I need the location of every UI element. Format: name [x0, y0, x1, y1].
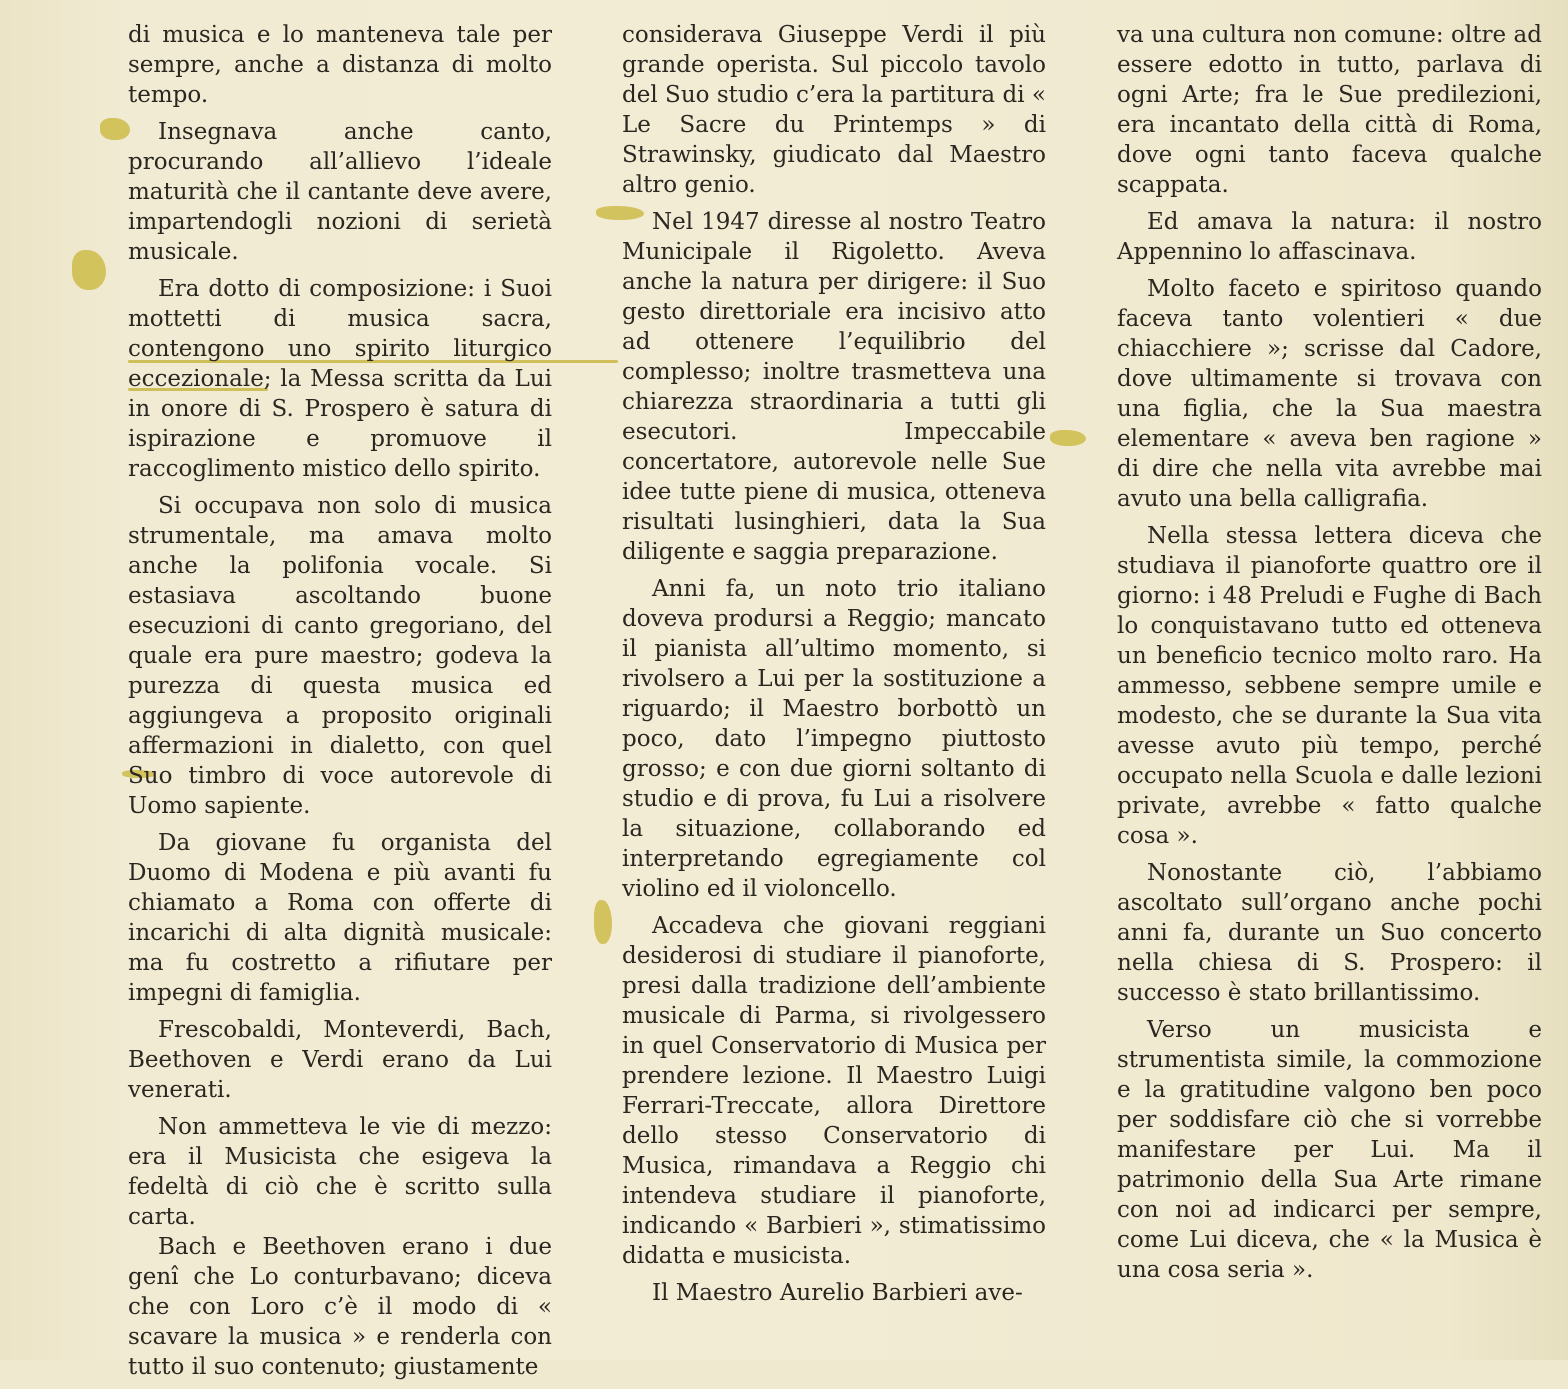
paragraph: Accadeva che giovani reggiani desiderosi di studiare il pianoforte, presi dalla tradizione dell’ambiente musicale di Parma, si rivolgessero in quel Conservatorio di Musica per prendere lezione. Il Maestro Luigi Ferrari-Treccate, allora Direttore dello stesso Conservatorio di Musica, rimandava a Reggio chi intendeva studiare il pianoforte, indicando « Barbieri », stimatissimo didatta e musicista.	[622, 913, 1046, 1269]
paragraph: Anni fa, un noto trio italiano doveva prodursi a Reggio; mancato il pianista all’ultimo momento, si rivolsero a Lui per la sostituzione a riguardo; il Maestro borbottò un poco, dato l’impegno piuttosto grosso; e con due giorni soltanto di studio e di prova, fu Lui a risolvere la situazione, collaborando ed interpretando egregiamente col violino ed il violoncello.	[622, 576, 1046, 902]
paragraph: Nonostante ciò, l’abbiamo ascoltato sull’organo anche pochi anni fa, durante un Suo concerto nella chiesa di S. Prospero: il successo è stato brillantissimo.	[1117, 860, 1542, 1006]
paragraph: Verso un musicista e strumentista simile, la commozione e la gratitudine valgono ben poco per soddisfare ciò che si vorrebbe manifestare per Lui. Ma il patrimonio della Sua Arte rimane con noi ad indicarci per sempre, come Lui diceva, che « la Musica è una cosa seria ».	[1117, 1017, 1542, 1283]
paragraph: Da giovane fu organista del Duomo di Modena e più avanti fu chiamato a Roma con offerte di incarichi di alta dignità musicale: ma fu costretto a rifiutare per impegni di famiglia.	[128, 830, 552, 1006]
highlighter-mark	[594, 900, 612, 944]
paragraph: Nella stessa lettera diceva che studiava il pianoforte quattro ore il giorno: i 48 Preludi e Fughe di Bach lo conquistavano tutto ed otteneva un beneficio tecnico molto raro. Ha ammesso, sebbene sempre umile e modesto, che se durante la Sua vita avesse avuto più tempo, perché occupato nella Scuola e dalle lezioni private, avrebbe « fatto qualche cosa ».	[1117, 523, 1542, 849]
text-column-1	[128, 20, 552, 1389]
paragraph: Non ammetteva le vie di mezzo: era il Musicista che esigeva la fedeltà di ciò che è scritto sulla carta.	[128, 1114, 552, 1230]
highlighter-mark	[72, 250, 106, 290]
paragraph: Era dotto di composizione: i Suoi mottetti di musica sacra, contengono uno spirito liturgico eccezionale; la Messa scritta da Lui in onore di S. Prospero è satura di ispirazione e promuove il raccoglimento mistico dello spirito.	[128, 276, 552, 482]
paragraph: Si occupava non solo di musica strumentale, ma amava molto anche la polifonia vocale. Si estasiava ascoltando buone esecuzioni di canto gregoriano, del quale era pure maestro; godeva la purezza di questa musica ed aggiungeva a proposito originali affermazioni in dialetto, con quel Suo timbro di voce autorevole di Uomo sapiente.	[128, 493, 552, 819]
paragraph: Frescobaldi, Monteverdi, Bach, Beethoven e Verdi erano da Lui venerati.	[128, 1017, 552, 1103]
text-column-3	[1117, 20, 1542, 1292]
paragraph: considerava Giuseppe Verdi il più grande operista. Sul piccolo tavolo del Suo studio c’era la partitura di « Le Sacre du Printemps » di Strawinsky, giudicato dal Maestro altro genio.	[622, 22, 1046, 198]
paragraph: Ed amava la natura: il nostro Appennino lo affascinava.	[1117, 209, 1542, 265]
paragraph: Il Maestro Aurelio Barbieri ave-	[652, 1280, 1023, 1306]
highlighter-mark	[100, 118, 130, 140]
text-column-2	[622, 20, 1046, 1315]
highlighter-mark	[1050, 430, 1086, 446]
paragraph: Nel 1947 diresse al nostro Teatro Municipale il Rigoletto. Aveva anche la natura per dirigere: il Suo gesto direttoriale era incisivo atto ad ottenere l’equilibrio del complesso; inoltre trasmetteva una chiarezza straordinaria a tutti gli esecutori. Impeccabile concertatore, autorevole nelle Sue idee tutte piene di musica, otteneva risultati lusinghieri, data la Sua diligente e saggia preparazione.	[622, 209, 1046, 565]
paragraph: va una cultura non comune: oltre ad essere edotto in tutto, parlava di ogni Arte; fra le Sue predilezioni, era incantato della città di Roma, dove ogni tanto faceva qualche scappata.	[1117, 22, 1542, 198]
paragraph: Molto faceto e spiritoso quando faceva tanto volentieri « due chiacchiere »; scrisse dal Cadore, dove ultimamente si trovava con una figlia, che la Sua maestra elementare « aveva ben ragione » di dire che nella vita avrebbe mai avuto una bella calligrafia.	[1117, 276, 1542, 512]
paragraph: Insegnava anche canto, procurando all’allievo l’ideale maturità che il cantante deve avere, impartendogli nozioni di serietà musicale.	[128, 119, 552, 265]
paragraph: di musica e lo manteneva tale per sempre, anche a distanza di molto tempo.	[128, 22, 552, 108]
paragraph: Bach e Beethoven erano i due genî che Lo conturbavano; diceva che con Loro c’è il modo di « scavare la musica » e renderla con tutto il suo contenuto; giustamente	[128, 1234, 552, 1380]
